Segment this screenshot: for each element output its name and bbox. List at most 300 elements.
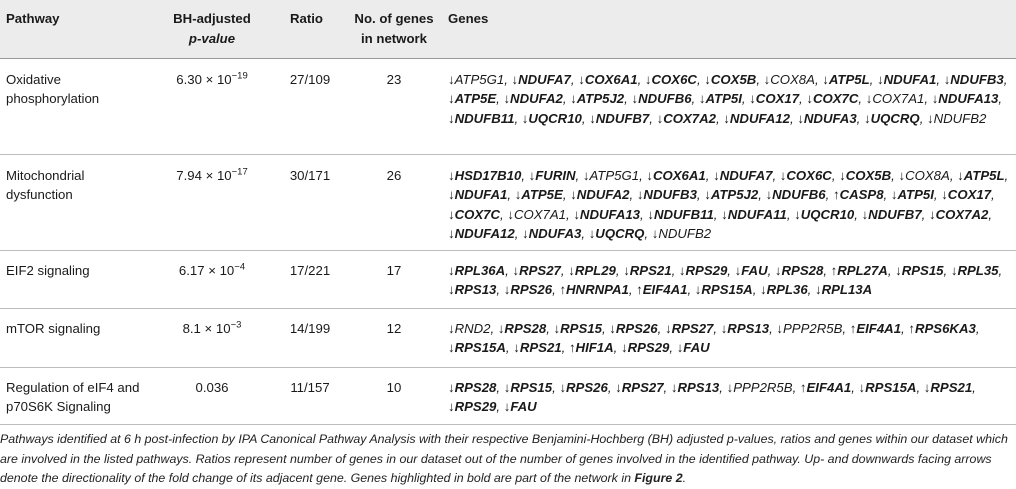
gene (831, 263, 888, 278)
gene (448, 282, 496, 297)
arrow-down-icon: ↓ (898, 168, 906, 183)
table-row (0, 308, 1016, 368)
gene (448, 91, 496, 106)
gene-list: ↓RPS28, ↓RPS15, ↓RPS26, ↓RPS27, ↓RPS13, ↓PPP2R5B, ↑EIF4A1, ↓RPS15A, ↓RPS21, ↓RPS29, ↓FAU (448, 380, 976, 415)
gene-name: RPS15 (560, 321, 602, 336)
gene-name: NDUFB6 (772, 187, 826, 203)
arrow-down-icon: ↓ (448, 91, 455, 107)
gene-name: NDUFB3 (643, 187, 697, 203)
arrow-down-icon: ↓ (448, 263, 455, 278)
gene-name: ATP5J2 (710, 187, 759, 203)
gene (780, 168, 832, 183)
pathway-name-line: Mitochondrial (6, 168, 85, 183)
gene (636, 282, 687, 297)
gene-name: ATP5L (828, 72, 870, 87)
gene (448, 340, 506, 355)
gene-name: NDUFA7 (719, 168, 773, 183)
header-no-of-genes (352, 9, 436, 49)
table-row (0, 154, 1016, 251)
gene-name: ATP5G1 (454, 72, 505, 87)
gene (815, 282, 872, 297)
gene (515, 187, 563, 202)
gene-name: NDUFB6 (638, 91, 692, 107)
gene-name: ATP5E (521, 187, 563, 203)
arrow-down-icon: ↓ (931, 91, 939, 107)
arrow-down-icon: ↓ (721, 206, 728, 222)
gene-name: PPP2R5B (733, 380, 793, 395)
pathway-name (6, 166, 84, 205)
gene-name: ATP5G1 (589, 168, 640, 183)
gene (877, 72, 936, 87)
gene-name: COX6A1 (652, 168, 706, 183)
gene (631, 91, 691, 106)
arrow-down-icon: ↓ (864, 110, 871, 126)
pathway-name-line: dysfunction (6, 187, 73, 203)
gene (895, 263, 943, 278)
gene (448, 263, 505, 278)
arrow-down-icon: ↓ (609, 321, 616, 336)
gene-name: RPS15 (510, 380, 553, 395)
gene-name: RPS15A (701, 282, 753, 298)
ratio: 14/199 (289, 321, 331, 336)
arrow-down-icon: ↓ (588, 226, 596, 242)
pathway-name-line: phosphorylation (6, 91, 100, 107)
arrow-up-icon: ↑ (832, 187, 840, 203)
gene-name: NDUFB2 (933, 110, 987, 126)
arrow-down-icon: ↓ (656, 110, 664, 126)
arrow-down-icon: ↓ (448, 226, 455, 242)
p-value (152, 378, 272, 397)
gene (507, 207, 566, 222)
gene-name: COX7C (812, 91, 859, 107)
arrow-down-icon: ↓ (620, 340, 628, 356)
gene (806, 91, 858, 106)
gene (448, 399, 496, 414)
gene-name: NDUFA1 (454, 187, 508, 203)
gene-list: ↓RND2, ↓RPS28, ↓RPS15, ↓RPS26, ↓RPS27, ↓RPS13, ↓PPP2R5B, ↑EIF4A1, ↑RPS6KA3, ↓RPS15A, ↓RPS21, ↑HIF1A, ↓RPS29, ↓FAU (448, 321, 980, 356)
arrow-down-icon: ↓ (713, 168, 720, 183)
arrow-down-icon: ↓ (720, 321, 728, 336)
gene-name: NDUFA12 (454, 226, 515, 242)
gene (760, 282, 808, 297)
arrow-down-icon: ↓ (726, 380, 734, 395)
p-value-base: 6.30 × 10 (176, 72, 232, 87)
arrow-down-icon: ↓ (448, 340, 455, 356)
arrow-down-icon: ↓ (578, 72, 585, 87)
gene-name: RPS13 (727, 321, 770, 336)
gene-name: COX6C (651, 72, 697, 87)
gene-name: COX7C (454, 206, 501, 222)
gene (589, 226, 645, 241)
arrow-down-icon: ↓ (664, 321, 672, 336)
pathway-name-line: EIF2 signaling (6, 263, 90, 278)
arrow-down-icon: ↓ (861, 206, 869, 222)
gene-name: NDUFA3 (528, 226, 582, 242)
arrow-down-icon: ↓ (957, 168, 964, 183)
pathway-name (6, 261, 90, 280)
caption-figure-link[interactable]: Figure 2 (634, 471, 683, 486)
gene (699, 91, 742, 106)
gene (932, 91, 999, 106)
arrow-down-icon: ↓ (503, 282, 511, 298)
arrow-down-icon: ↓ (749, 91, 756, 107)
gene-count: 23 (386, 72, 402, 87)
arrow-down-icon: ↓ (448, 168, 455, 183)
arrow-down-icon: ↓ (928, 206, 936, 222)
gene-count: 12 (386, 321, 402, 336)
arrow-down-icon: ↓ (573, 206, 580, 222)
p-value-base: 0.036 (195, 380, 229, 395)
gene-name: NDUFA7 (518, 72, 571, 87)
arrow-down-icon: ↓ (723, 110, 730, 126)
gene (570, 91, 624, 106)
arrow-down-icon: ↓ (631, 91, 639, 107)
arrow-down-icon: ↓ (522, 226, 529, 242)
gene-name: FAU (741, 263, 768, 278)
gene-name: COX7A2 (663, 110, 716, 126)
header-ngenes-line2: in network (361, 31, 427, 46)
arrow-down-icon: ↓ (512, 263, 520, 278)
gene (657, 111, 716, 126)
gene-name: HIF1A (575, 340, 614, 356)
pathway-name-line: Regulation of eIF4 and (6, 380, 140, 395)
gene-name: RPS27 (671, 321, 714, 336)
table-caption (0, 430, 1016, 489)
header-ngenes-line1: No. of genes (354, 11, 434, 26)
p-value-exponent: −19 (231, 70, 248, 82)
gene-name: EIF4A1 (642, 282, 688, 298)
p-value-exponent: −17 (231, 166, 248, 178)
gene (822, 72, 869, 87)
gene-name: RPS29 (454, 399, 497, 415)
header-pathway: Pathway (6, 11, 60, 26)
gene (775, 263, 823, 278)
p-value (152, 319, 272, 338)
arrow-up-icon: ↑ (799, 380, 807, 395)
gene-name: NDUFA12 (729, 110, 790, 126)
arrow-down-icon: ↓ (521, 110, 529, 126)
caption-text: Pathways identified at 6 h post-infection by IPA Canonical Pathway Analysis with their respective Benjamini-Hochberg (BH) adjusted p-values, ratios and genes within our dataset which are involved in the listed pathways. Ratios represent number of genes in our dataset out of the number of genes involved in the identified pathway. Up- and downwards facing arrows denote the directionality of the fold change of its adjacent gene. Genes highlighted in bold are part of the network in (0, 432, 1008, 486)
gene (583, 168, 639, 183)
header-bh-adjusted (152, 9, 272, 49)
gene (951, 263, 999, 278)
gene (908, 321, 975, 336)
gene (941, 187, 991, 202)
gene (929, 207, 988, 222)
gene (522, 226, 581, 241)
gene-name: ATP5E (454, 91, 497, 107)
gene (503, 91, 562, 106)
gene-name: RPS21 (930, 380, 973, 395)
gene-list: ↓HSD17B10, ↓FURIN, ↓ATP5G1, ↓COX6A1, ↓NDUFA7, ↓COX6C, ↓COX5B, ↓COX8A, ↓ATP5L, ↓NDUFA1, ↓ATP5E, ↓NDUFA2, ↓NDUFB3, ↓ATP5J2, ↓NDUFB6, ↑CASP8, ↓ATP5I, ↓COX17, ↓COX7C, ↓COX7A1, ↓NDUFA13, ↓NDUFB11, ↓NDUFA11, ↓UQCR10, ↓NDUFB7, ↓COX7A2, ↓NDUFA12, ↓NDUFA3, ↓UQCRQ, ↓NDUFB2 (448, 168, 1009, 242)
p-value-exponent: −3 (230, 319, 242, 331)
ratio: 27/109 (289, 72, 331, 87)
gene-name: RPL27A (837, 263, 888, 278)
gene (723, 111, 790, 126)
gene (578, 72, 637, 87)
gene (695, 282, 753, 297)
gene-name: COX17 (947, 187, 992, 203)
gene (665, 321, 713, 336)
arrow-down-icon: ↓ (651, 226, 659, 242)
arrow-down-icon: ↓ (644, 72, 652, 87)
arrow-down-icon: ↓ (865, 91, 873, 107)
gene (735, 263, 768, 278)
gene-name: NDUFB2 (658, 226, 712, 242)
arrow-down-icon: ↓ (763, 72, 771, 87)
arrow-down-icon: ↓ (448, 110, 455, 126)
p-value (152, 261, 272, 280)
arrow-down-icon: ↓ (678, 263, 686, 278)
gene-name: HNRNPA1 (566, 282, 629, 298)
arrow-down-icon: ↓ (448, 321, 455, 336)
gene-name: NDUFA11 (727, 206, 787, 222)
gene (800, 380, 851, 395)
gene-name: COX8A (770, 72, 815, 87)
arrow-down-icon: ↓ (570, 187, 577, 203)
gene-name: RPS15A (454, 340, 506, 356)
gene (448, 226, 515, 241)
gene-name: RPS21 (519, 340, 562, 356)
gene-name: NDUFA1 (883, 72, 937, 87)
ratio: 11/157 (290, 380, 330, 395)
gene-name: NDUFA2 (576, 187, 630, 203)
arrow-down-icon: ↓ (858, 380, 866, 395)
arrow-up-icon: ↑ (559, 282, 567, 298)
arrow-down-icon: ↓ (765, 187, 773, 203)
gene (924, 380, 972, 395)
gene (850, 321, 901, 336)
gene-name: ATP5J2 (576, 91, 625, 107)
gene (637, 187, 697, 202)
gene (776, 321, 842, 336)
arrow-down-icon: ↓ (877, 72, 884, 87)
p-value-exponent: −4 (234, 261, 246, 273)
gene-name: RPS26 (615, 321, 658, 336)
gene (727, 380, 793, 395)
gene (568, 263, 616, 278)
arrow-down-icon: ↓ (513, 340, 520, 356)
gene-name: UQCRQ (870, 110, 920, 126)
arrow-down-icon: ↓ (760, 282, 767, 298)
gene-name: COX6A1 (584, 72, 638, 87)
gene-name: RPS15 (901, 263, 944, 278)
gene (554, 321, 602, 336)
arrow-up-icon: ↑ (908, 321, 915, 336)
header-bh-line1: BH-adjusted (173, 11, 251, 26)
gene (504, 282, 552, 297)
gene-name: RPS29 (627, 340, 670, 356)
arrow-down-icon: ↓ (676, 340, 684, 356)
gene-name: EIF4A1 (806, 380, 852, 395)
gene-name: RPS27 (519, 263, 561, 278)
pathway-name (6, 378, 139, 417)
arrow-down-icon: ↓ (806, 91, 813, 107)
arrow-down-icon: ↓ (589, 110, 596, 126)
table-row (0, 367, 1016, 425)
pathway-name-line: Oxidative (6, 72, 61, 87)
arrow-down-icon: ↓ (503, 380, 511, 395)
gene-name: FAU (510, 399, 537, 415)
arrow-down-icon: ↓ (503, 399, 511, 415)
arrow-down-icon: ↓ (646, 168, 653, 183)
gene-name: CASP8 (839, 187, 884, 203)
header-genes: Genes (448, 11, 489, 26)
header-bh-line2: p-value (188, 31, 236, 46)
gene (957, 168, 1004, 183)
gene-name: NDUFB3 (950, 72, 1004, 87)
gene (623, 263, 671, 278)
gene (764, 72, 815, 87)
gene (513, 340, 561, 355)
gene-name: RPS6KA3 (914, 321, 976, 336)
gene (859, 380, 917, 395)
arrow-down-icon: ↓ (839, 168, 846, 183)
gene-name: RPL36 (766, 282, 808, 298)
gene-name: UQCRQ (595, 226, 645, 242)
gene-name: RPS28 (504, 321, 547, 336)
gene-count: 26 (386, 168, 402, 183)
gene (504, 399, 537, 414)
gene (713, 168, 772, 183)
arrow-down-icon: ↓ (528, 168, 536, 183)
gene (448, 72, 504, 87)
arrow-up-icon: ↑ (636, 282, 643, 298)
header-ratio: Ratio (290, 11, 323, 26)
gene-name: RPS26 (510, 282, 553, 298)
gene-name: RPL35 (957, 263, 999, 278)
gene (721, 207, 787, 222)
arrow-down-icon: ↓ (514, 187, 522, 203)
gene (589, 111, 649, 126)
gene (862, 207, 922, 222)
gene (448, 168, 521, 183)
gene-name: NDUFB7 (868, 206, 922, 222)
arrow-down-icon: ↓ (448, 399, 455, 415)
arrow-down-icon: ↓ (698, 91, 706, 107)
arrow-down-icon: ↓ (774, 263, 782, 278)
arrow-down-icon: ↓ (895, 263, 902, 278)
arrow-down-icon: ↓ (927, 110, 934, 126)
gene (927, 111, 986, 126)
arrow-down-icon: ↓ (623, 263, 630, 278)
gene-name: COX7A1 (513, 206, 566, 222)
arrow-down-icon: ↓ (776, 321, 784, 336)
gene-name: COX5B (845, 168, 892, 183)
gene-name: ATP5L (963, 168, 1005, 183)
arrow-down-icon: ↓ (794, 206, 801, 222)
gene (864, 111, 920, 126)
gene-name: NDUFB7 (595, 110, 650, 126)
gene-count: 10 (386, 380, 402, 395)
gene (833, 187, 884, 202)
gene-name: PPP2R5B (783, 321, 843, 336)
gene-name: RPL36A (454, 263, 506, 278)
gene-name: RPS13 (454, 282, 497, 298)
gene-name: ATP5I (705, 91, 742, 107)
gene (766, 187, 826, 202)
gene-name: RPS27 (621, 380, 664, 395)
caption-end: . (682, 471, 687, 486)
gene-name: UQCR10 (800, 206, 855, 222)
gene-name: NDUFB11 (454, 110, 515, 126)
arrow-down-icon: ↓ (615, 380, 622, 395)
arrow-down-icon: ↓ (890, 187, 898, 203)
gene (559, 282, 628, 297)
gene (448, 321, 491, 336)
gene-list: ↓ATP5G1, ↓NDUFA7, ↓COX6A1, ↓COX6C, ↓COX5B, ↓COX8A, ↓ATP5L, ↓NDUFA1, ↓NDUFB3, ↓ATP5E, ↓NDUFA2, ↓ATP5J2, ↓NDUFB6, ↓ATP5I, ↓COX17, ↓COX7C, ↓COX7A1, ↓NDUFA13, ↓NDUFB11, ↓UQCR10, ↓NDUFB7, ↓COX7A2, ↓NDUFA12, ↓NDUFA3, ↓UQCRQ, ↓NDUFB2 (448, 72, 1008, 126)
table-header (0, 0, 1016, 59)
arrow-down-icon: ↓ (704, 72, 711, 87)
arrow-down-icon: ↓ (636, 187, 644, 203)
table-row (0, 58, 1016, 155)
gene (647, 207, 713, 222)
gene-name: COX17 (755, 91, 800, 107)
gene (749, 91, 799, 106)
gene (899, 168, 950, 183)
gene-name: NDUFA3 (803, 110, 857, 126)
gene-name: COX6C (786, 168, 832, 183)
arrow-down-icon: ↓ (448, 380, 455, 395)
arrow-down-icon: ↓ (553, 321, 561, 336)
gene-name: ATP5I (897, 187, 934, 203)
gene (570, 187, 629, 202)
ratio: 17/221 (289, 263, 331, 278)
gene-name: COX5B (710, 72, 757, 87)
arrow-down-icon: ↓ (559, 380, 567, 395)
gene (679, 263, 727, 278)
gene-name: NDUFA13 (579, 206, 641, 222)
gene-count: 17 (386, 263, 402, 278)
gene (569, 340, 614, 355)
gene (704, 187, 758, 202)
gene-name: RPS28 (454, 380, 497, 395)
arrow-down-icon: ↓ (814, 282, 822, 298)
gene-name: RPL29 (574, 263, 616, 278)
gene (448, 380, 496, 395)
arrow-down-icon: ↓ (503, 91, 511, 107)
arrow-down-icon: ↓ (923, 380, 931, 395)
ratio: 30/171 (289, 168, 331, 183)
gene (504, 380, 552, 395)
gene (529, 168, 576, 183)
arrow-down-icon: ↓ (950, 263, 958, 278)
pathway-name (6, 70, 99, 109)
table-row (0, 250, 1016, 309)
gene-name: RPS15A (865, 380, 917, 395)
arrow-down-icon: ↓ (943, 72, 951, 87)
gene-name: RPS29 (685, 263, 728, 278)
gene (448, 111, 514, 126)
gene-name: NDUFA2 (510, 91, 563, 107)
gene-name: FAU (683, 340, 710, 356)
gene (498, 321, 546, 336)
gene (794, 207, 854, 222)
arrow-down-icon: ↓ (511, 72, 519, 87)
gene (512, 72, 571, 87)
arrow-down-icon: ↓ (448, 72, 455, 87)
arrow-down-icon: ↓ (582, 168, 590, 183)
gene-name: RND2 (454, 321, 491, 336)
arrow-down-icon: ↓ (507, 206, 514, 222)
p-value-base: 7.94 × 10 (176, 168, 232, 183)
arrow-down-icon: ↓ (822, 72, 829, 87)
gene (522, 111, 582, 126)
p-value-base: 6.17 × 10 (178, 263, 235, 278)
gene (652, 226, 711, 241)
arrow-up-icon: ↑ (568, 340, 576, 356)
gene (448, 207, 500, 222)
